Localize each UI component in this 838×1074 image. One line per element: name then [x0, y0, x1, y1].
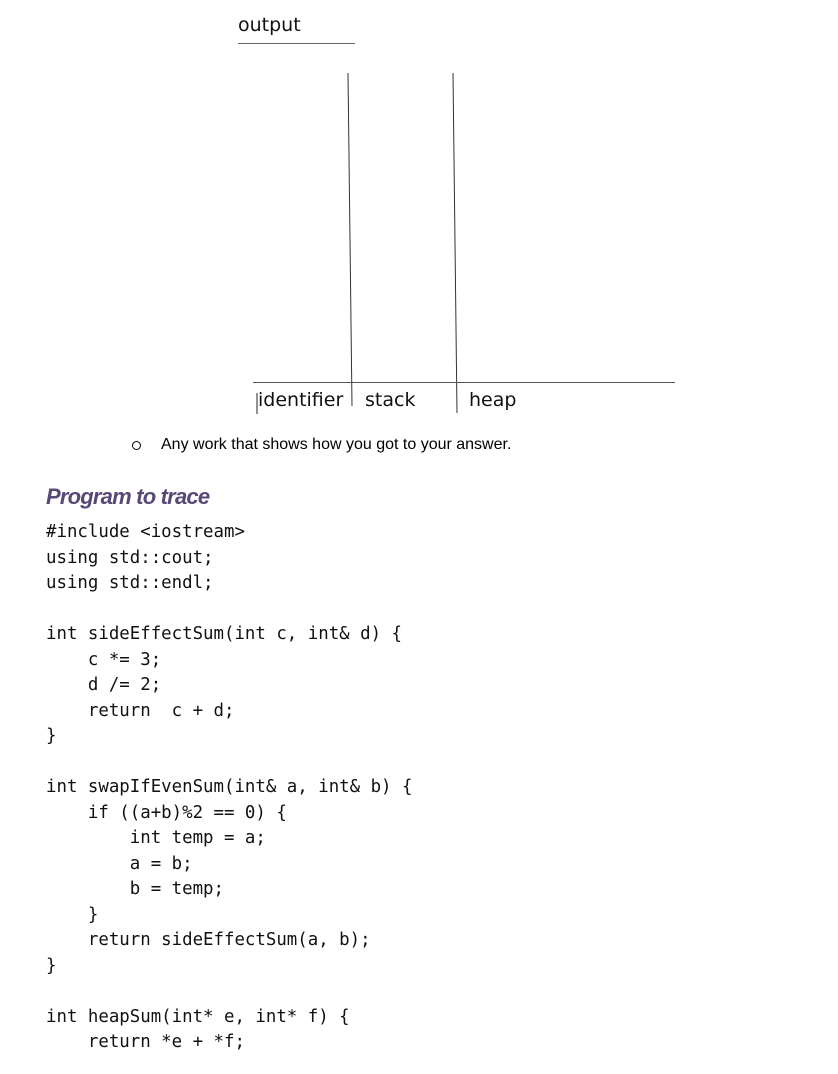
- code-line: int heapSum(int* e, int* f) {: [46, 1006, 350, 1027]
- code-line: return sideEffectSum(a, b);: [46, 930, 371, 950]
- bullet-item: [132, 436, 511, 454]
- code-line: a = b;: [46, 853, 193, 874]
- stack-column-label: stack: [365, 389, 416, 411]
- code-line: return *e + *f;: [46, 1032, 245, 1052]
- code-line: return c + d;: [46, 700, 235, 721]
- output-label: output: [238, 14, 301, 36]
- code-line: }: [46, 955, 57, 976]
- code-line: using std::endl;: [46, 573, 214, 593]
- section-heading: Program to trace: [46, 484, 210, 509]
- code-line: d /= 2;: [46, 675, 162, 695]
- code-line: int swapIfEvenSum(int& a, int& b) {: [46, 777, 413, 797]
- stack-divider-line: [348, 73, 352, 406]
- code-line: using std::cout;: [46, 547, 214, 568]
- identifier-column-label: identifier: [258, 389, 344, 411]
- bullet-text: Any work that shows how you got to your answer.: [161, 436, 512, 453]
- memory-table-lines: [0, 0, 838, 430]
- code-line: c *= 3;: [46, 649, 162, 670]
- code-line: }: [46, 726, 57, 746]
- code-line: b = temp;: [46, 879, 224, 899]
- heap-divider-line: [453, 73, 457, 413]
- hollow-bullet-icon: [132, 441, 141, 450]
- code-line: }: [46, 904, 99, 925]
- code-line: [46, 750, 412, 776]
- code-line: #include <iostream>: [46, 522, 245, 542]
- code-line: [46, 979, 412, 1005]
- code-line: int temp = a;: [46, 828, 266, 848]
- code-line: [46, 597, 412, 623]
- code-line: if ((a+b)%2 == 0) {: [46, 802, 287, 823]
- heap-column-label: heap: [469, 389, 517, 411]
- code-block: [46, 520, 412, 1056]
- code-line: int sideEffectSum(int c, int& d) {: [46, 624, 402, 644]
